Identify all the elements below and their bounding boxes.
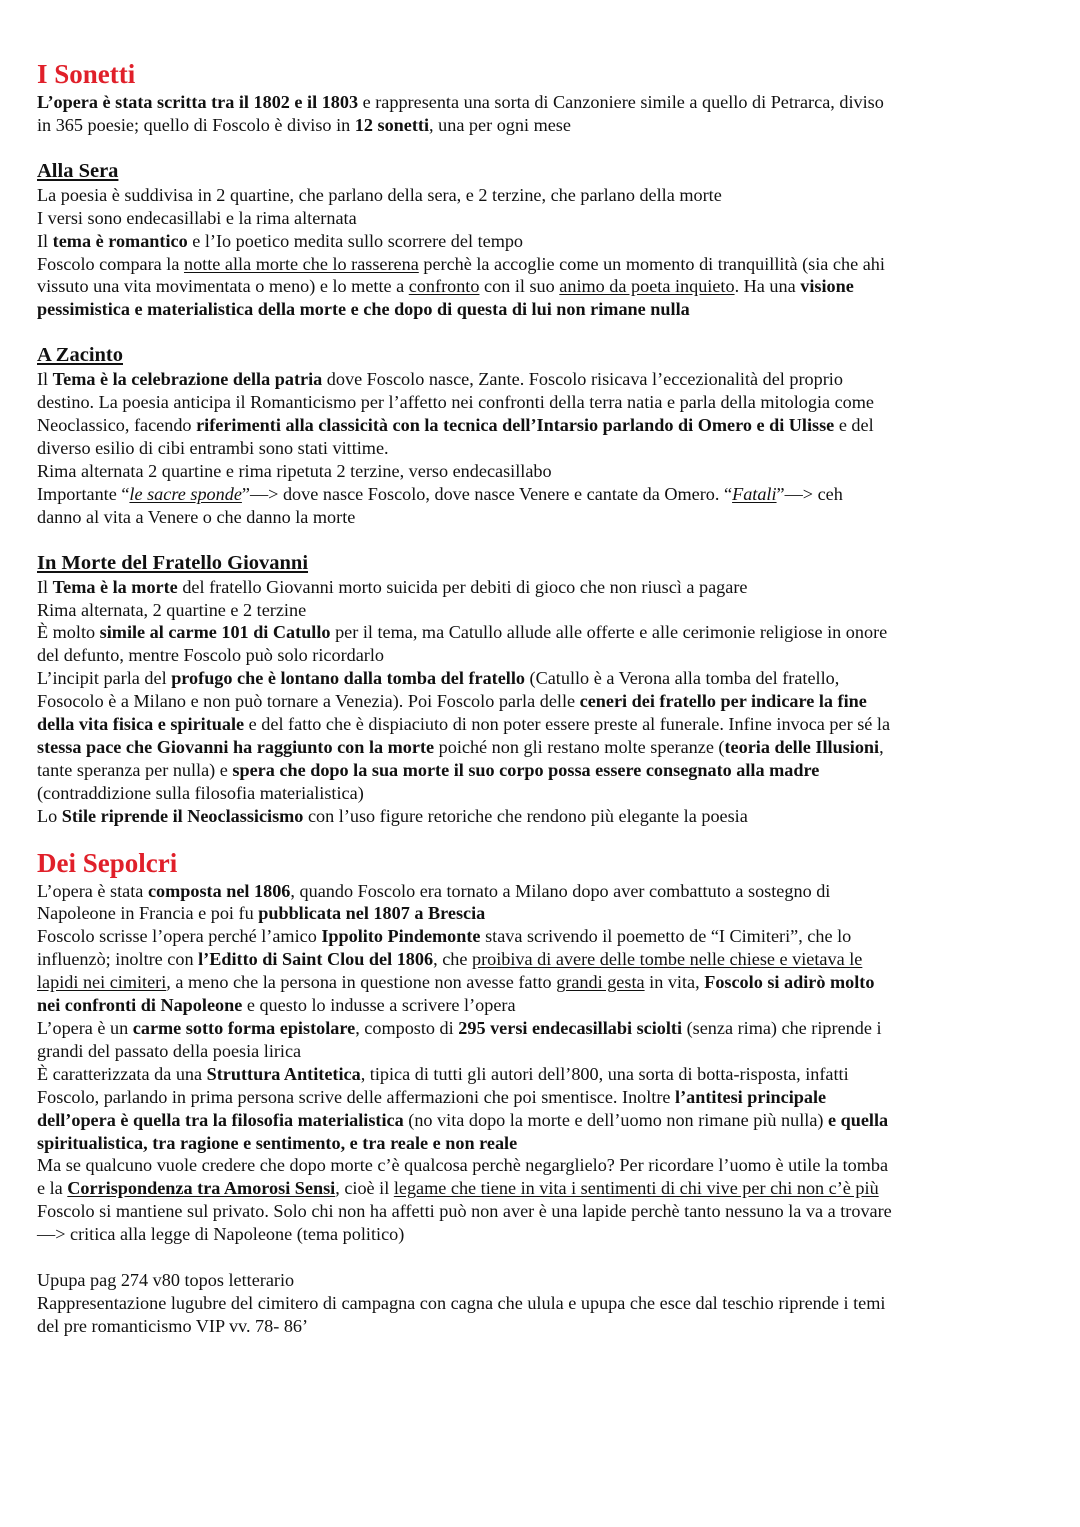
- text-line: Ma se qualcuno vuole credere che dopo morte c’è qualcosa perchè negarglielo? Per ricordare l’uomo è utile la tomba: [37, 1155, 889, 1176]
- fratello-giovanni-text: [37, 576, 1080, 828]
- section-title-sepolcri: Dei Sepolcri: [37, 847, 178, 878]
- text-line: Foscolo compara la notte alla morte che lo rasserena perchè la accoglie come un momento di tranquillità (sia che ahi: [37, 253, 885, 274]
- text-line: danno al vita a Venere o che danno la morte: [37, 506, 356, 527]
- text-line: pessimistica e materialistica della morte e che dopo di questa di lui non rimane nulla: [37, 299, 690, 320]
- text-line: Rima alternata 2 quartine e rima ripetuta 2 terzine, verso endecasillabo: [37, 460, 552, 481]
- sepolcri-notes: [37, 1269, 1080, 1338]
- section-title-sonetti: I Sonetti: [37, 59, 136, 89]
- text-line: stessa pace che Giovanni ha raggiunto con la morte poiché non gli restano molte speranze (teoria delle Illusioni,: [37, 736, 884, 757]
- text-line: Il Tema è la morte del fratello Giovanni morto suicida per debiti di gioco che non riuscì a pagare: [37, 576, 748, 597]
- text-line: Lo Stile riprende il Neoclassicismo con l’uso figure retoriche che rendono più elegante la poesia: [37, 805, 748, 826]
- text-line: grandi del passato della poesia lirica: [37, 1040, 302, 1061]
- text-line: del defunto, mentre Foscolo può solo ricordarlo: [37, 645, 385, 666]
- text-line: (contraddizione sulla filosofia materialistica): [37, 782, 364, 803]
- text-line: spiritualistica, tra ragione e sentimento, e tra reale e non reale: [37, 1132, 518, 1153]
- text-line: L’opera è stata scritta tra il 1802 e il 1803 e rappresenta una sorta di Canzoniere simile a quello di Petrarca, diviso: [37, 92, 884, 112]
- text-line: Upupa pag 274 v80 topos letterario: [37, 1270, 295, 1291]
- text-line: Foscolo scrisse l’opera perché l’amico Ippolito Pindemonte stava scrivendo il poemetto de “I Cimiteri”, che lo: [37, 926, 852, 947]
- text-line: influenzò; inoltre con l’Editto di Saint Clou del 1806, che proibiva di avere delle tombe nelle chiese e vietava le: [37, 949, 863, 970]
- text-line: Il Tema è la celebrazione della patria dove Foscolo nasce, Zante. Foscolo risicava l’eccezionalità del proprio: [37, 369, 843, 390]
- text-line: Napoleone in Francia e poi fu pubblicata nel 1807 a Brescia: [37, 903, 486, 924]
- heading-a-zacinto: A Zacinto: [37, 344, 123, 367]
- text-line: —> critica alla legge di Napoleone (tema politico): [37, 1224, 405, 1245]
- text-line: nei confronti di Napoleone e questo lo indusse a scrivere l’opera: [37, 995, 516, 1016]
- text-line: Foscolo, parlando in prima persona scrive delle affermazioni che poi smentisce. Inoltre l’antitesi principale: [37, 1086, 827, 1107]
- text-line: diverso esilio di cibi entrambi sono stati vittime.: [37, 437, 389, 458]
- sonetti-intro: [37, 91, 1080, 137]
- text-line: Foscolo si mantiene sul privato. Solo chi non ha affetti può non aver è una lapide perchè tanto nessuno la va a trovare: [37, 1201, 892, 1222]
- text-line: L’opera è stata composta nel 1806, quando Foscolo era tornato a Milano dopo aver combattuto a sostegno di: [37, 880, 831, 901]
- heading-fratello-giovanni: In Morte del Fratello Giovanni: [37, 551, 309, 574]
- text-line: Rima alternata, 2 quartine e 2 terzine: [37, 599, 307, 620]
- text-line: I versi sono endecasillabi e la rima alternata: [37, 207, 357, 228]
- text-line: lapidi nei cimiteri, a meno che la persona in questione non avesse fatto grandi gesta in vita, Foscolo si adirò molto: [37, 972, 875, 993]
- text-line: L’opera è un carme sotto forma epistolare, composto di 295 versi endecasillabi sciolti (senza rima) che riprende i: [37, 1018, 882, 1038]
- text-line: Neoclassico, facendo riferimenti alla classicità con la tecnica dell’Intarsio parlando di Omero e di Ulisse e del: [37, 415, 874, 436]
- text-line: e la Corrispondenza tra Amorosi Sensi, cioè il legame che tiene in vita i sentimenti di chi vive per chi non c’è più: [37, 1178, 879, 1199]
- text-line: Il tema è romantico e l’Io poetico medita sullo scorrere del tempo: [37, 230, 524, 251]
- text-line: È molto simile al carme 101 di Catullo per il tema, ma Catullo allude alle offerte e alle cerimonie religiose in onore: [37, 622, 888, 643]
- text-line: in 365 poesie; quello di Foscolo è diviso in 12 sonetti, una per ogni mese: [37, 114, 571, 135]
- text-line: della vita fisica e spirituale e del fatto che è dispiaciuto di non poter essere preste al funerale. Infine invoca per sé la: [37, 714, 891, 735]
- text-line: del pre romanticismo VIP vv. 78- 86’: [37, 1315, 309, 1336]
- sepolcri-text: [37, 880, 1080, 1247]
- text-line: destino. La poesia anticipa il Romanticismo per l’affetto nei confronti della terra natia e parla della mitologia come: [37, 392, 874, 413]
- text-line: vissuto una vita movimentata o meno) e lo mette a confronto con il suo animo da poeta inquieto. Ha una visione: [37, 276, 854, 297]
- text-line: Fosocolo è a Milano e non può tornare a Venezia). Poi Foscolo parla delle ceneri dei fratello per indicare la fine: [37, 691, 867, 712]
- alla-sera-text: [37, 184, 1080, 321]
- text-line: La poesia è suddivisa in 2 quartine, che parlano della sera, e 2 terzine, che parlano della morte: [37, 184, 722, 205]
- text-line: L’incipit parla del profugo che è lontano dalla tomba del fratello (Catullo è a Verona alla tomba del fratello,: [37, 668, 840, 689]
- heading-alla-sera: Alla Sera: [37, 159, 119, 182]
- text-line: tante speranza per nulla) e spera che dopo la sua morte il suo corpo possa essere consegnato alla madre: [37, 759, 820, 780]
- a-zacinto-text: [37, 368, 1080, 528]
- text-line: dell’opera è quella tra la filosofia materialistica (no vita dopo la morte e dell’uomo non rimane più nulla) e quella: [37, 1109, 889, 1130]
- text-line: Importante “le sacre sponde”—> dove nasce Foscolo, dove nasce Venere e cantate da Omero. “Fatali”—> ceh: [37, 483, 843, 504]
- text-line: Rappresentazione lugubre del cimitero di campagna con cagna che ulula e upupa che esce dal teschio riprende i temi: [37, 1292, 886, 1313]
- text-line: È caratterizzata da una Struttura Antitetica, tipica di tutti gli autori dell’800, una sorta di botta-risposta, infatti: [37, 1063, 849, 1084]
